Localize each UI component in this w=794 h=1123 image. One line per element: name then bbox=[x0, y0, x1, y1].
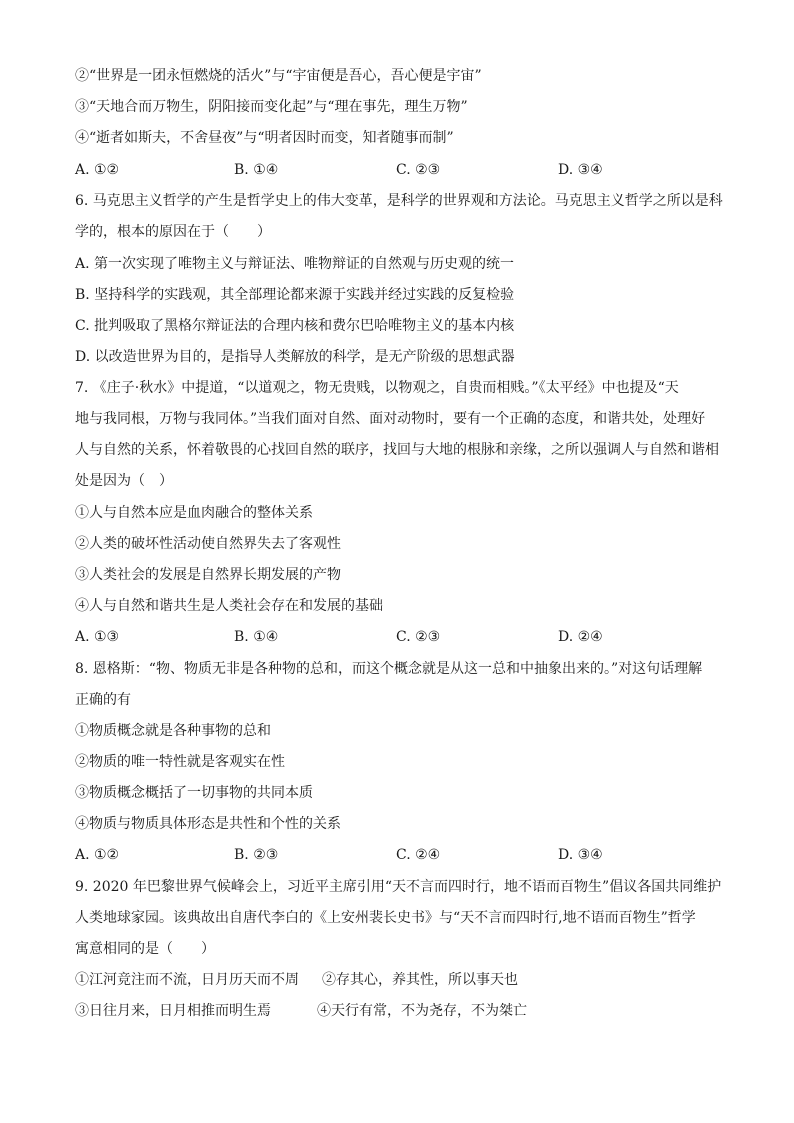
q7-option-c[interactable]: C. ②③ bbox=[396, 629, 441, 645]
q5-statement-2: ②“世界是一团永恒燃烧的活火”与“宇宙便是吾心，吾心便是宇宙” bbox=[75, 68, 482, 84]
q7-stem-line-2: 地与我同根，万物与我同体。”当我们面对自然、面对动物时，要有一个正确的态度，和谐共处，处理好 bbox=[75, 411, 706, 427]
q6-option-a[interactable]: A. 第一次实现了唯物主义与辩证法、唯物辩证的自然观与历史观的统一 bbox=[75, 256, 515, 272]
q6-stem-line-1: 6. 马克思主义哲学的产生是哲学史上的伟大变革，是科学的世界观和方法论。马克思主义哲学之所以是科 bbox=[75, 193, 723, 209]
q5-statement-4: ④“逝者如斯夫，不舍昼夜”与“明者因时而变，知者随事而制” bbox=[75, 130, 454, 146]
q7-stem-line-4: 处是因为（ ） bbox=[75, 473, 173, 489]
q8-stem-line-2: 正确的有 bbox=[75, 692, 131, 708]
q8-statement-4: ④物质与物质具体形态是共性和个性的关系 bbox=[75, 816, 341, 832]
q9-statement-4: ④天行有常，不为尧存，不为桀亡 bbox=[317, 1003, 527, 1019]
q8-option-d[interactable]: D. ③④ bbox=[558, 847, 603, 863]
q9-stem-line-1: 9. 2020 年巴黎世界气候峰会上，习近平主席引用“天不言而四时行，地不语而百物生”倡议各国共同维护 bbox=[75, 879, 722, 895]
q7-stem-line-1: 7. 《庄子·秋水》中提道，“以道观之，物无贵贱，以物观之，自贵而相贱。”《太平经》中也提及“天 bbox=[75, 380, 679, 396]
q5-option-c[interactable]: C. ②③ bbox=[396, 162, 441, 178]
q8-stem-line-1: 8. 恩格斯：“物、物质无非是各种物的总和，而这个概念就是从这一总和中抽象出来的。”对这句话理解 bbox=[75, 661, 703, 677]
q7-option-b[interactable]: B. ①④ bbox=[234, 629, 279, 645]
q6-stem-line-2: 学的，根本的原因在于（ ） bbox=[75, 224, 271, 240]
q6-option-d[interactable]: D. 以改造世界为目的，是指导人类解放的科学，是无产阶级的思想武器 bbox=[75, 349, 515, 365]
q8-option-c[interactable]: C. ②④ bbox=[396, 847, 441, 863]
q8-statement-3: ③物质概念概括了一切事物的共同本质 bbox=[75, 785, 313, 801]
q7-statement-2: ②人类的破坏性活动使自然界失去了客观性 bbox=[75, 536, 341, 552]
q8-statement-2: ②物质的唯一特性就是客观实在性 bbox=[75, 754, 285, 770]
q8-option-a[interactable]: A. ①② bbox=[75, 847, 120, 863]
q7-option-a[interactable]: A. ①③ bbox=[75, 629, 120, 645]
q9-statement-2: ②存其心，养其性，所以事天也 bbox=[322, 972, 518, 988]
q7-stem-line-3: 人与自然的关系，怀着敬畏的心找回自然的联序，找回与大地的根脉和亲缘，之所以强调人与自然和谐相 bbox=[75, 442, 719, 458]
q7-statement-1: ①人与自然本应是血肉融合的整体关系 bbox=[75, 505, 313, 521]
q5-option-a[interactable]: A. ①② bbox=[75, 162, 120, 178]
q6-option-b[interactable]: B. 坚持科学的实践观，其全部理论都来源于实践并经过实践的反复检验 bbox=[75, 287, 515, 303]
q5-option-d[interactable]: D. ③④ bbox=[558, 162, 603, 178]
q6-option-c[interactable]: C. 批判吸取了黑格尔辩证法的合理内核和费尔巴哈唯物主义的基本内核 bbox=[75, 318, 515, 334]
q9-stem-line-2: 人类地球家园。该典故出自唐代李白的《上安州裴长史书》与“天不言而四时行,地不语而百物生”哲学 bbox=[75, 910, 696, 926]
q5-statement-3: ③“天地合而万物生，阴阳接而变化起”与“理在事先，理生万物” bbox=[75, 99, 468, 115]
q5-option-b[interactable]: B. ①④ bbox=[234, 162, 279, 178]
q7-statement-4: ④人与自然和谐共生是人类社会存在和发展的基础 bbox=[75, 598, 383, 614]
q8-option-b[interactable]: B. ②③ bbox=[234, 847, 279, 863]
q7-statement-3: ③人类社会的发展是自然界长期发展的产物 bbox=[75, 567, 341, 583]
q9-statement-1: ①江河竞注而不流，日月历天而不周 bbox=[75, 972, 299, 988]
q7-option-d[interactable]: D. ②④ bbox=[558, 629, 603, 645]
q8-statement-1: ①物质概念就是各种事物的总和 bbox=[75, 723, 271, 739]
q9-statement-3: ③日往月来，日月相推而明生焉 bbox=[75, 1003, 271, 1019]
q9-stem-line-3: 寓意相同的是（ ） bbox=[75, 941, 215, 957]
